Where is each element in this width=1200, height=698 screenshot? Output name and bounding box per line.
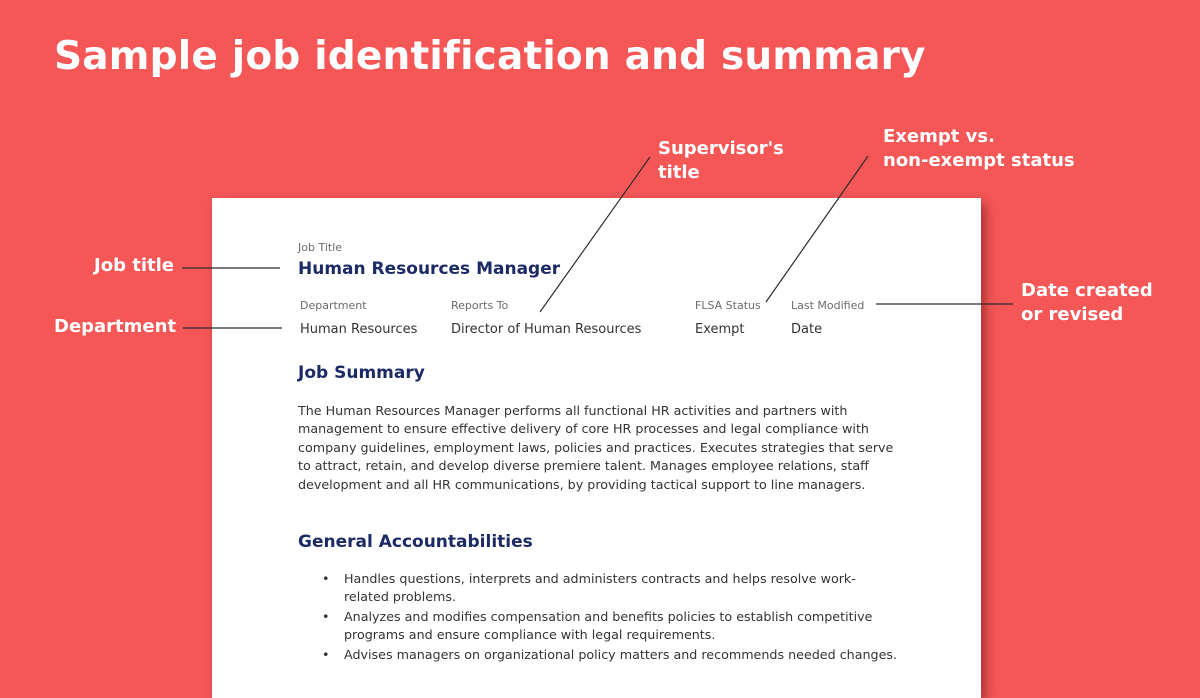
job-description-document <box>212 198 981 698</box>
callout-job-title: Job title <box>94 255 174 276</box>
callout-date-line-1: Date created <box>1021 280 1153 301</box>
accountability-text: Advises managers on organizational policy matters and recommends needed changes. <box>344 646 898 662</box>
department-value: Human Resources <box>300 322 418 337</box>
flsa-status-label: FLSA Status <box>695 299 761 312</box>
bullet-icon: • <box>322 608 330 624</box>
accountability-text: Handles questions, interprets and administers contracts and helps resolve work-related problems. <box>344 571 856 605</box>
reports-to-label: Reports To <box>451 299 509 312</box>
list-item <box>320 570 900 607</box>
accountabilities-list <box>320 570 900 665</box>
accountability-text: Analyzes and modifies compensation and benefits policies to establish competitive programs and ensure compliance with legal requirements. <box>344 608 873 643</box>
job-title-label: Job Title <box>298 241 343 254</box>
bullet-icon: • <box>322 646 330 662</box>
page-title: Sample job identification and summary <box>54 34 926 79</box>
callout-supervisor-title <box>658 137 784 185</box>
accountabilities-heading: General Accountabilities <box>298 532 533 552</box>
callout-date-line-2: or revised <box>1021 304 1124 325</box>
bullet-icon: • <box>322 571 330 586</box>
callout-department: Department <box>54 316 177 337</box>
callout-supervisor-line-1: Supervisor's <box>658 138 784 159</box>
callout-exempt-line-1: Exempt vs. <box>883 126 995 147</box>
callout-exempt-line-2: non-exempt status <box>883 150 1075 171</box>
last-modified-label: Last Modified <box>791 299 865 312</box>
job-title-value: Human Resources Manager <box>298 259 561 279</box>
reports-to-value: Director of Human Resources <box>451 322 642 337</box>
list-item <box>320 646 900 664</box>
department-label: Department <box>300 299 367 312</box>
list-item <box>320 608 900 645</box>
callout-date <box>1021 279 1153 327</box>
job-summary-text: The Human Resources Manager performs all functional HR activities and partners with management to ensure effective delivery of core HR processes and legal compliance with company guidelines, employment laws, policies and practices. Executes strategies that serve to attract, retain, and develop diverse premiere talent. Manages employee relations, staff development and all HR communications, by providing tactical support to line managers. <box>298 403 894 492</box>
callout-supervisor-line-2: title <box>658 162 700 183</box>
last-modified-value: Date <box>791 322 823 337</box>
job-summary-heading: Job Summary <box>298 363 425 383</box>
flsa-status-value: Exempt <box>695 322 745 337</box>
callout-exempt-status <box>883 125 1075 173</box>
